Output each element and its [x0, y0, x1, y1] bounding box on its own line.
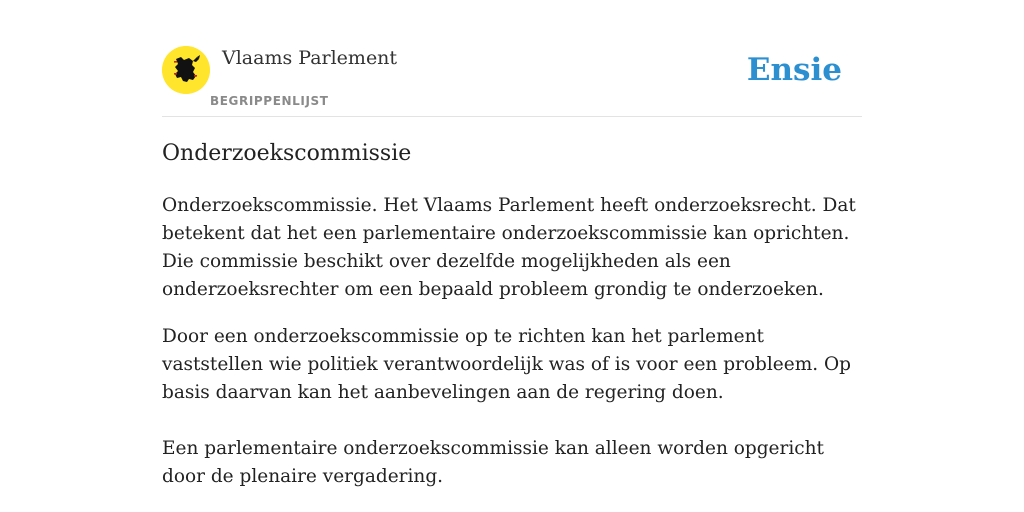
- section-label[interactable]: BEGRIPPENLIJST: [210, 94, 329, 108]
- header: [162, 46, 862, 117]
- definition-paragraph: Onderzoekscommissie. Het Vlaams Parlement heeft onderzoeksrecht. Dat betekent dat het een parlementaire onderzoekscommissie kan oprichten. Die commissie beschikt over dezelfde mogelijkheden als een onderzoeksrechter om een bepaald probleem grondig te onderzoeken.: [162, 195, 856, 300]
- article: [162, 138, 862, 491]
- definition-paragraph: Door een onderzoekscommissie op te richten kan het parlement vaststellen wie politiek verantwoordelijk was of is voor een probleem. Op basis daarvan kan het aanbevelingen aan de regering doen.: [162, 326, 852, 403]
- brand-logo[interactable]: Ensie: [746, 52, 842, 88]
- org-name[interactable]: Vlaams Parlement: [222, 47, 398, 69]
- page-title: Onderzoekscommissie: [162, 141, 412, 166]
- flemish-lion-icon[interactable]: [162, 46, 210, 94]
- definition-paragraph: Een parlementaire onderzoekscommissie kan alleen worden opgericht door de plenaire vergadering.: [162, 438, 824, 487]
